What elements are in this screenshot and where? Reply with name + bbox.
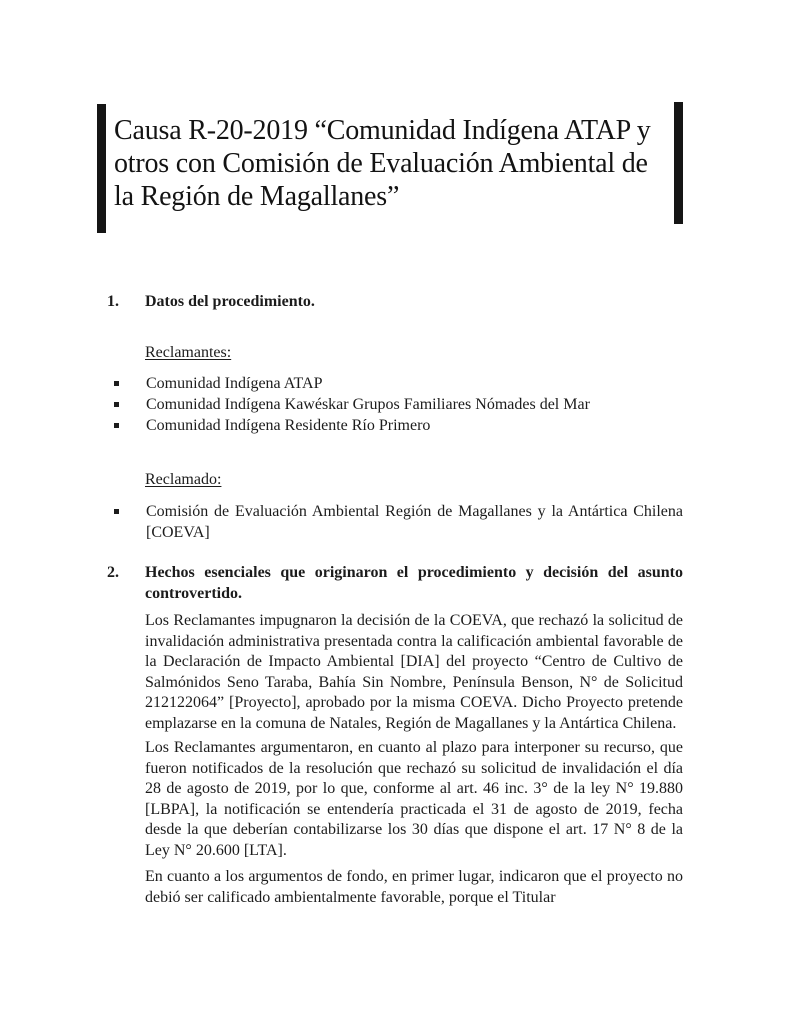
case-title-line: Causa R-20-2019 “Comunidad Indígena ATAP y [114, 115, 651, 146]
body-paragraph: Los Reclamantes argumentaron, en cuanto al plazo para interponer su recurso, que fueron notificados de la resolución que rechazó su solicitud de invalidación el día 28 de agosto de 2019, por lo que, conforme al art. 46 inc. 3° de la ley N° 19.880 [LBPA], la notificación se entendería practicada el 31 de agosto de 2019, fecha desde la que deberían contabilizarse los 30 días que dispone el art. 17 N° 8 de la Ley N° 20.600 [LTA]. [145, 739, 683, 859]
section-2-title: Hechos esenciales que originaron el procedimiento y decisión del asunto controvertido. [145, 564, 683, 602]
body-paragraph: Los Reclamantes impugnaron la decisión de la COEVA, que rechazó la solicitud de invalidación administrativa presentada contra la calificación ambiental favorable de la Declaración de Impacto Ambiental [DIA] del proyecto “Centro de Cultivo de Salmónidos Seno Taraba, Bahía Sin Nombre, Península Benson, N° de Solicitud 212122064” [Proyecto], aprobado por la misma COEVA. Dicho Proyecto pretende emplazarse en la comuna de Natales, Región de Magallanes y la Antártica Chilena. [145, 612, 683, 732]
reclamado-name: Comisión de Evaluación Ambiental Región de Magallanes y la Antártica Chilena [COEVA] [146, 503, 683, 541]
section-2-number: 2. [107, 564, 119, 581]
bullet-square-icon [114, 381, 119, 386]
list-item [107, 373, 683, 394]
reclamante-name: Comunidad Indígena Residente Río Primero [146, 417, 431, 434]
reclamantes-list [107, 373, 683, 436]
list-item [107, 394, 683, 415]
section-2-heading [107, 562, 683, 604]
case-title-line: la Región de Magallanes” [114, 181, 400, 212]
reclamante-name: Comunidad Indígena Kawéskar Grupos Familiares Nómades del Mar [146, 396, 590, 413]
reclamado-list [107, 501, 683, 543]
case-title [114, 114, 670, 213]
section-1-heading [107, 291, 683, 312]
section-1-title: Datos del procedimiento. [145, 293, 315, 310]
list-item [107, 415, 683, 436]
reclamantes-label: Reclamantes: [145, 344, 232, 361]
reclamado-label: Reclamado: [145, 471, 222, 488]
title-left-bar [97, 104, 106, 233]
list-item [107, 501, 683, 543]
document-body [107, 291, 683, 908]
case-title-line: otros con Comisión de Evaluación Ambiental de [114, 148, 648, 179]
title-right-bar [674, 102, 683, 224]
body-paragraph: En cuanto a los argumentos de fondo, en primer lugar, indicaron que el proyecto no debió ser calificado ambientalmente favorable, porque el Titular [145, 868, 683, 906]
bullet-square-icon [114, 402, 119, 407]
section-1-number: 1. [107, 293, 119, 310]
bullet-square-icon [114, 423, 119, 428]
bullet-square-icon [114, 509, 119, 514]
reclamante-name: Comunidad Indígena ATAP [146, 375, 323, 392]
